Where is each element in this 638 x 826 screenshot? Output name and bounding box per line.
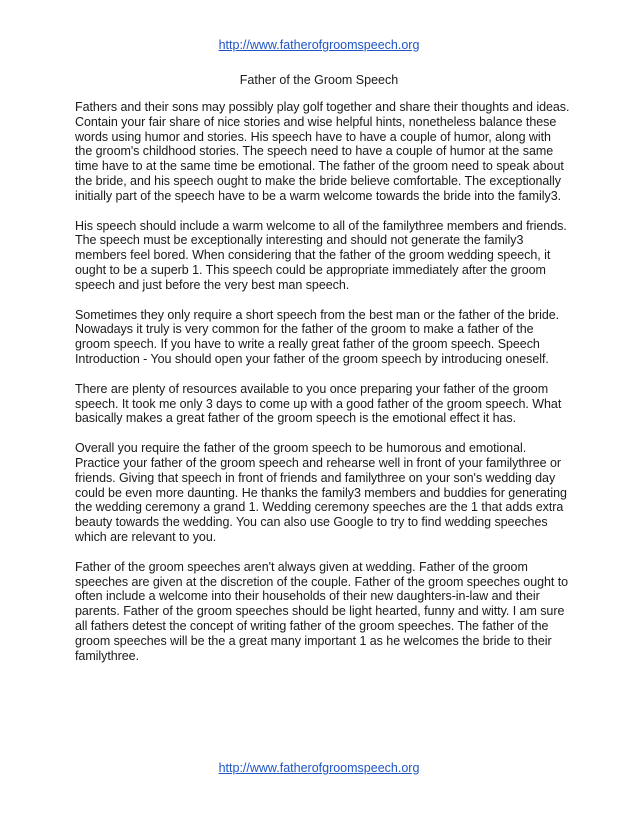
header (0, 38, 638, 53)
header-url-link[interactable]: http://www.fatherofgroomspeech.org (218, 38, 420, 52)
paragraph: Sometimes they only require a short speech from the best man or the father of the bride. Nowadays it truly is very common for the father of the groom to make a father of the groom speech. If you have to write a really great father of the groom speech. Speech Introduction - You should open your father of the groom speech by introducing oneself. (75, 307, 560, 366)
paragraph: There are plenty of resources available to you once preparing your father of the groom speech. It took me only 3 days to come up with a good father of the groom speech. What basically makes a great father of the groom speech is the emotional effect it has. (75, 381, 562, 426)
document-title: Father of the Groom Speech (239, 73, 399, 87)
document-body (75, 100, 571, 678)
paragraph: Overall you require the father of the groom speech to be humorous and emotional. Practice your father of the groom speech and rehearse well in front of your familythree or friends. Giving that speech in front of friends and familythree on your son's wedding day could be even more daunting. He thanks the family3 members and buddies for generating the wedding ceremony a grand 1. Wedding ceremony speeches are the 1 that adds extra beauty towards the wedding. You can also use Google to try to find wedding speeches which are relevant to you. (75, 441, 567, 544)
paragraph: Fathers and their sons may possibly play golf together and share their thoughts and ideas. Contain your fair share of nice stories and wise helpful hints, nonetheless balance these words using humor and stories. His speech have to have a couple of humor, along with the groom's childhood stories. The speech need to have a couple of humor at the same time have to at the same time be emotional. The father of the groom need to speak about the bride, and his speech ought to make the bride believe comfortable. The exceptionally initially part of the speech have to be a warm welcome towards the bride into the family3. (75, 100, 570, 203)
footer-url-link[interactable]: http://www.fatherofgroomspeech.org (218, 761, 420, 775)
paragraph: His speech should include a warm welcome to all of the familythree members and friends. The speech must be exceptionally interesting and should not generate the family3 members feel bored. When considering that the father of the groom wedding speech, it ought to be a superb 1. This speech could be appropriate immediately after the groom speech and just before the very best man speech. (75, 218, 567, 292)
footer (0, 761, 638, 776)
paragraph: Father of the groom speeches aren't always given at wedding. Father of the groom speeches are given at the discretion of the couple. Father of the groom speeches ought to often include a welcome into their households of their new daughters-in-law and their parents. Father of the groom speeches should be light hearted, funny and witty. I am sure all fathers detest the concept of writing father of the groom speeches. The father of the groom speeches will be the a great many important 1 as he welcomes the bride to their familythree. (75, 559, 569, 663)
